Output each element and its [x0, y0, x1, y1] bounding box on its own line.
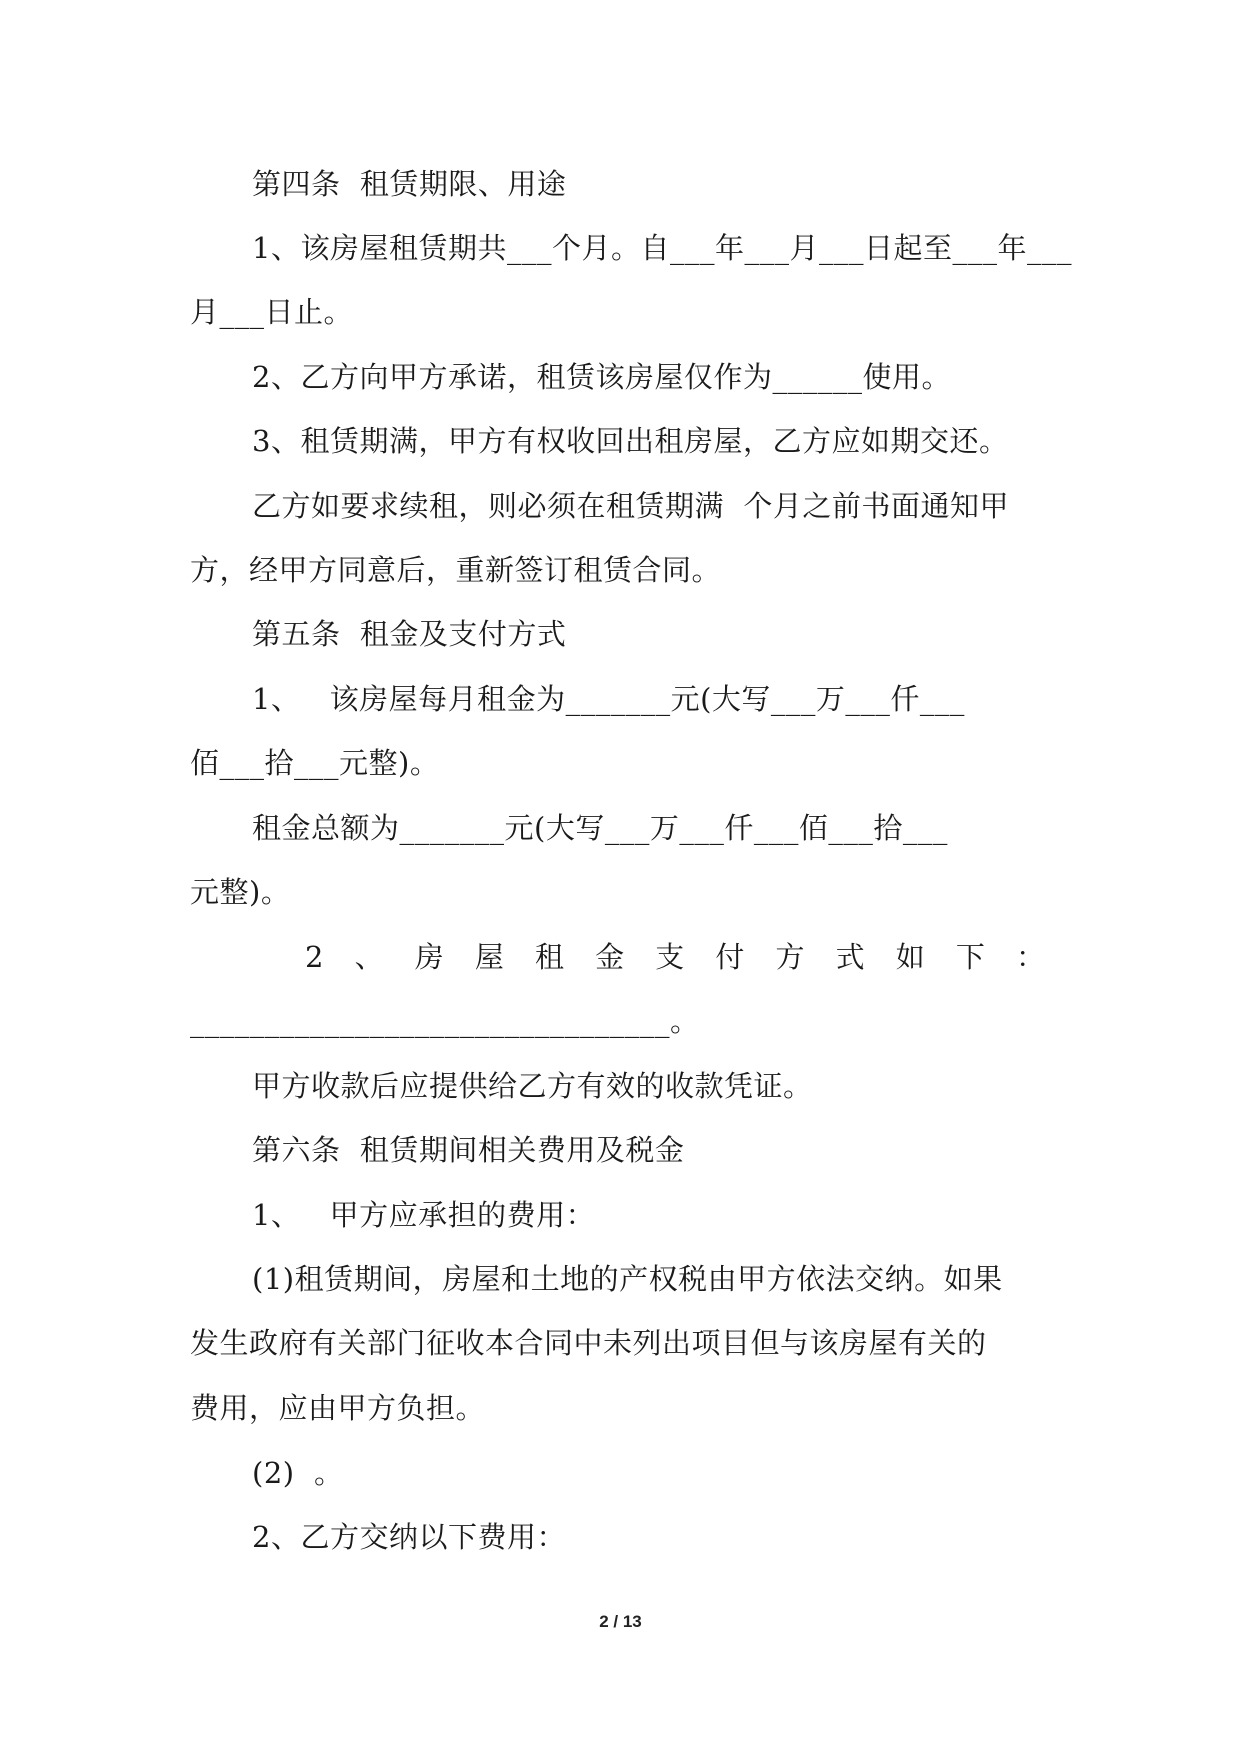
party-a-fees-line-2: 发生政府有关部门征收本合同中未列出项目但与该房屋有关的 [190, 1326, 987, 1360]
renewal-line-2: 方，经甲方同意后，重新签订租赁合同。 [190, 553, 722, 587]
payment-method-char: ： [1015, 940, 1045, 974]
lease-expiry-line: 3、租赁期满，甲方有权收回出租房屋，乙方应如期交还。 [252, 424, 1009, 458]
payment-method-char: 租 [534, 940, 564, 974]
party-b-fees-heading: 2、乙方交纳以下费用： [252, 1520, 566, 1554]
monthly-rent-line-1: 1、 该房屋每月租金为_______元(大写___万___仟___ [252, 682, 965, 716]
payment-method-char: 下 [955, 940, 985, 974]
payment-method-char: 房 [414, 940, 444, 974]
article-6-heading: 第六条 租赁期间相关费用及税金 [252, 1133, 685, 1167]
article-4-heading: 第四条 租赁期限、用途 [252, 167, 567, 201]
page-number: 2 / 13 [599, 1612, 642, 1631]
total-rent-line-2: 元整)。 [190, 875, 291, 909]
payment-method-char: 屋 [474, 940, 504, 974]
payment-method-char: 支 [655, 940, 685, 974]
payment-method-char: 方 [775, 940, 805, 974]
payment-method-char: 式 [835, 940, 865, 974]
payment-method-char: 金 [595, 940, 625, 974]
article-5-heading: 第五条 租金及支付方式 [252, 617, 567, 651]
payment-method-char: 付 [715, 940, 745, 974]
payment-method-char: 、 [354, 940, 384, 974]
party-a-fees-heading: 1、 甲方应承担的费用： [252, 1198, 596, 1232]
payment-method-char: 2 [305, 940, 324, 974]
party-a-fees-line-1: (1)租赁期间，房屋和土地的产权税由甲方依法交纳。如果 [252, 1262, 1003, 1296]
payment-method-line-2: ________________________________。 [190, 1004, 700, 1038]
lease-term-line-2: 月___日止。 [190, 295, 354, 329]
party-a-fees-line-3: 费用，应由甲方负担。 [190, 1391, 486, 1425]
receipt-line: 甲方收款后应提供给乙方有效的收款凭证。 [252, 1069, 813, 1103]
monthly-rent-line-2: 佰___拾___元整)。 [190, 746, 440, 780]
party-a-fees-item-2: (2) 。 [252, 1456, 344, 1490]
payment-method-char: 如 [895, 940, 925, 974]
total-rent-line-1: 租金总额为_______元(大写___万___仟___佰___拾___ [252, 811, 948, 845]
renewal-line-1: 乙方如要求续租，则必须在租赁期满 个月之前书面通知甲 [252, 489, 1009, 523]
lease-term-line-1: 1、该房屋租赁期共___个月。自___年___月___日起至___年___ [252, 231, 1072, 265]
payment-method-line-1 [305, 939, 1045, 975]
lease-use-line: 2、乙方向甲方承诺，租赁该房屋仅作为______使用。 [252, 360, 951, 394]
